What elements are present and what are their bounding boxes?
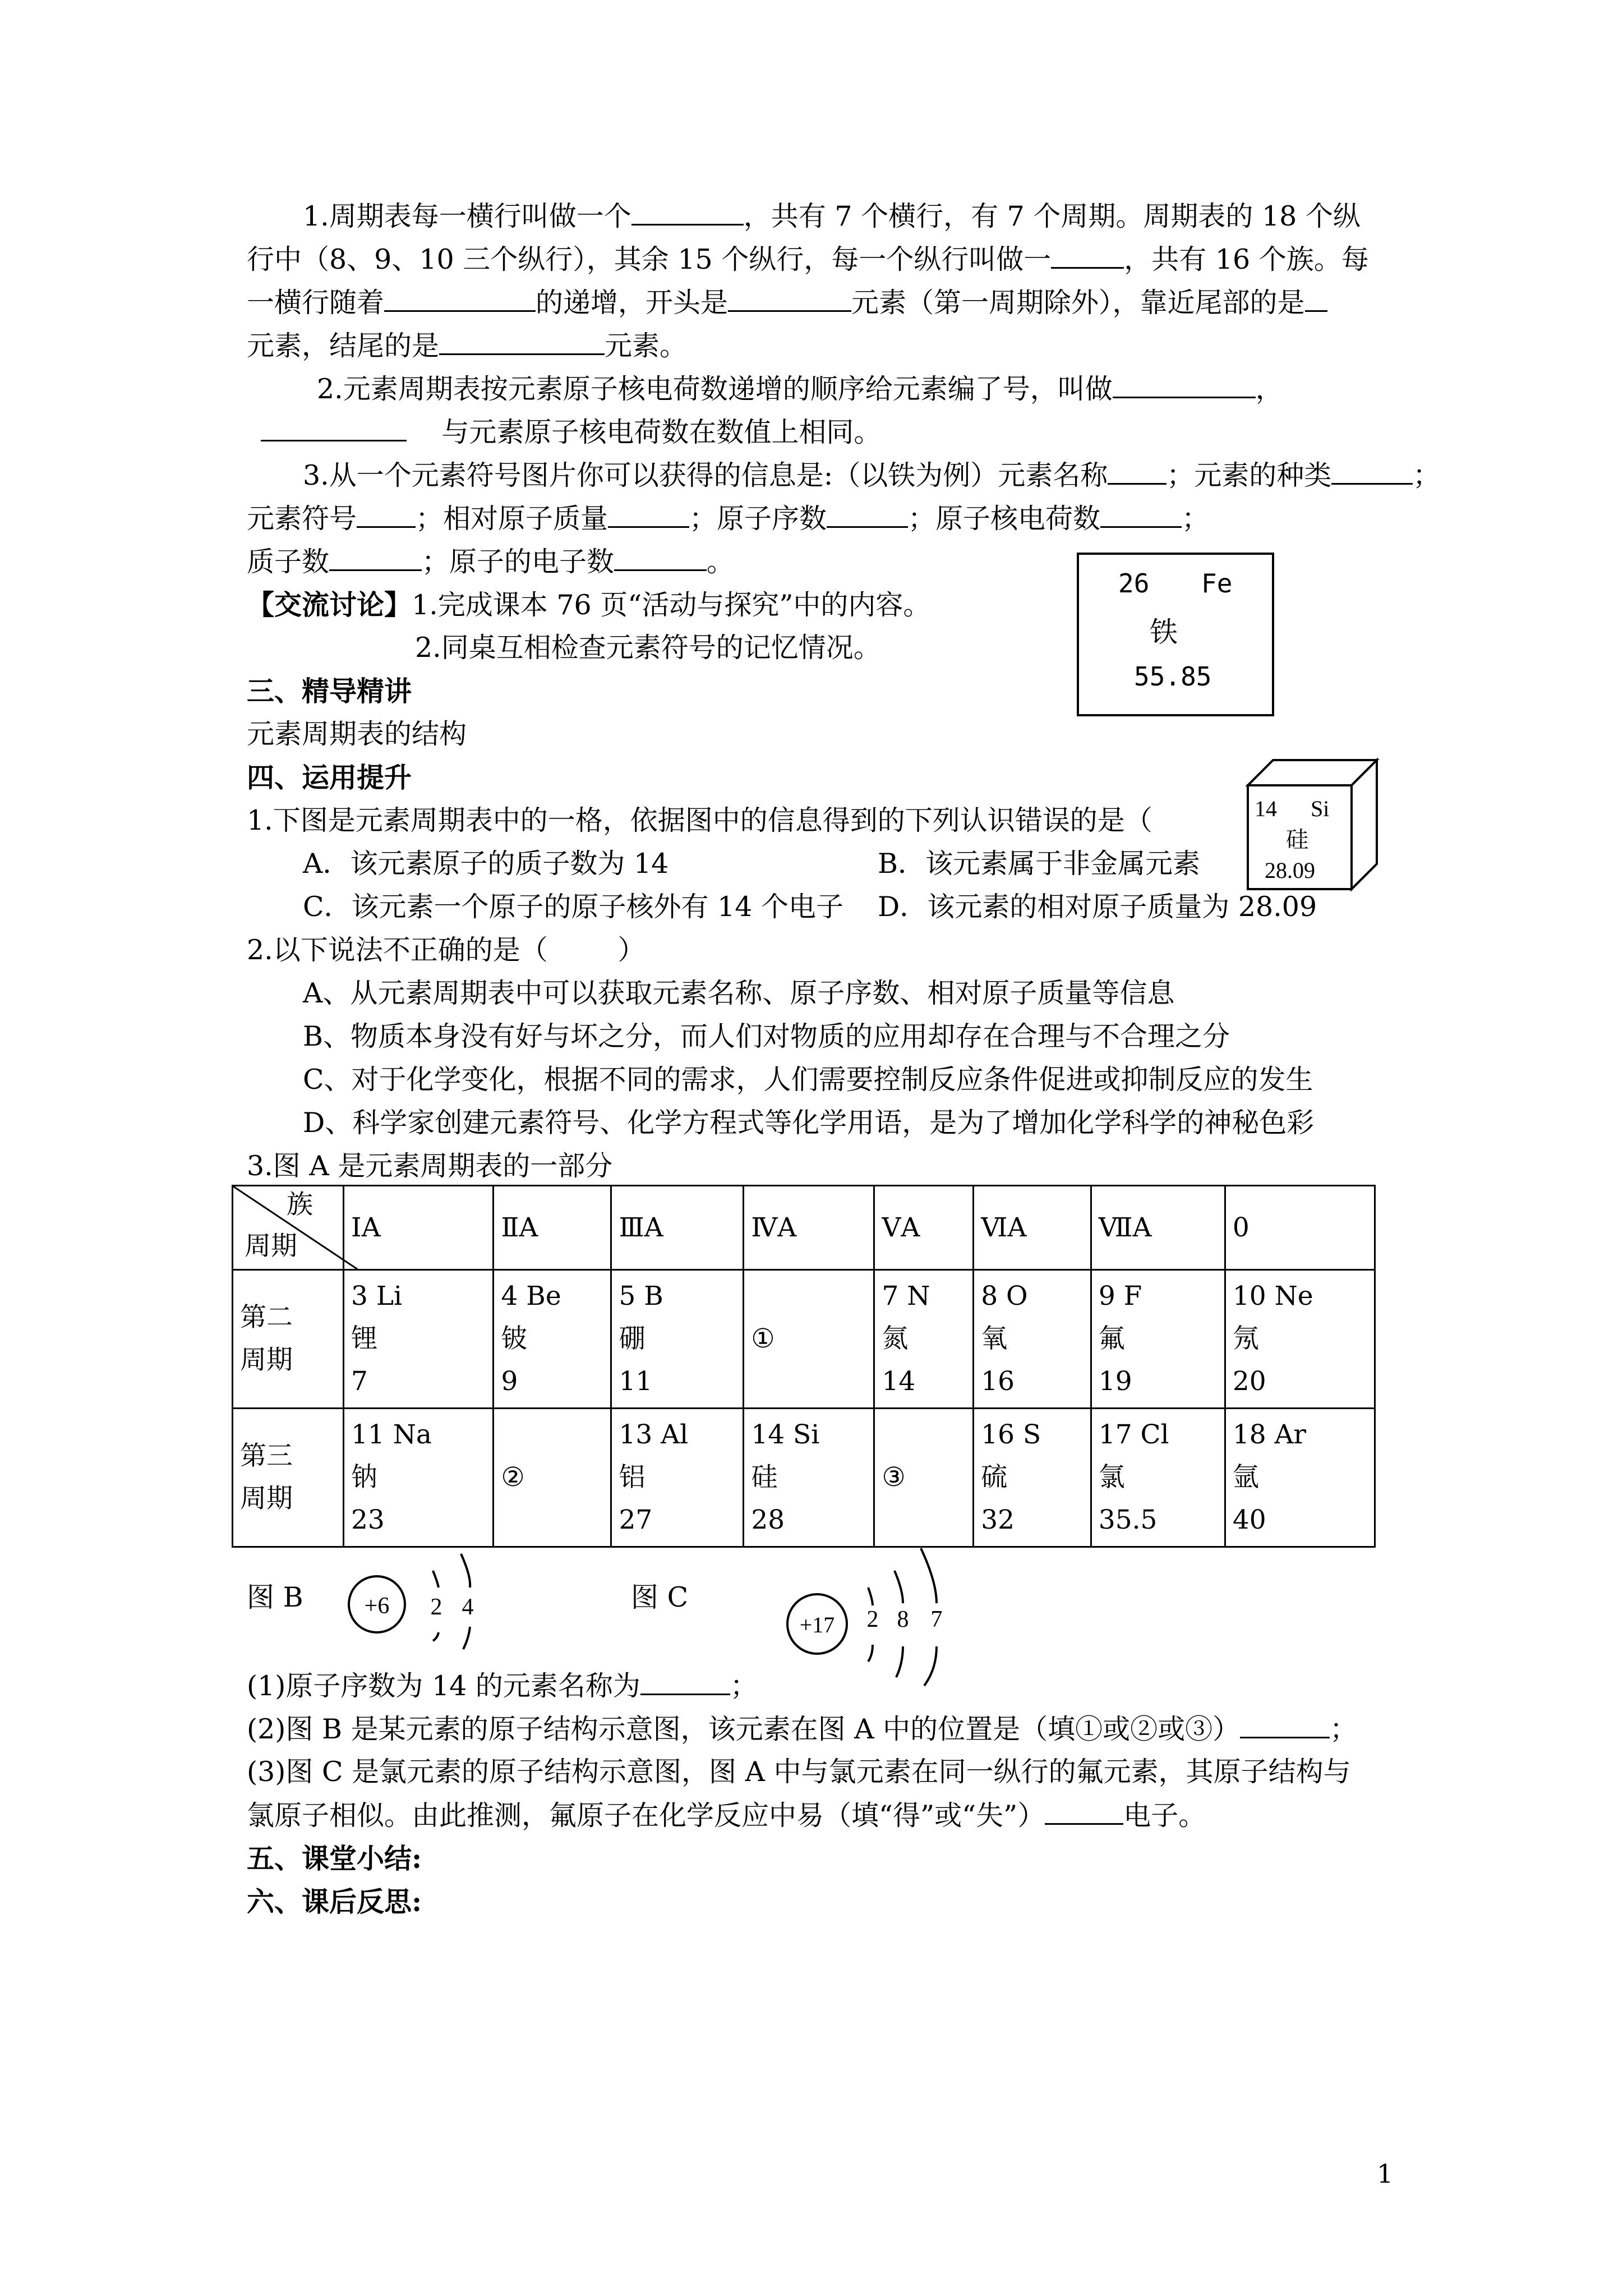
element-cell: 7 N 氮 14	[874, 1270, 974, 1409]
s1-line4: 元素，结尾的是 元素。	[247, 330, 688, 362]
period-label: 第三 周期	[233, 1409, 344, 1547]
blank[interactable]	[1113, 372, 1256, 398]
fig-c-shell-2: 8	[897, 1607, 909, 1632]
fe-number: 26	[1118, 568, 1150, 599]
periodic-table-excerpt	[232, 1185, 1376, 1548]
blank[interactable]	[1108, 458, 1166, 485]
blank[interactable]	[728, 286, 851, 312]
fe-element-card	[1077, 553, 1274, 716]
discussion-line2: 2.同桌互相检查元素符号的记忆情况。	[415, 632, 881, 664]
blank[interactable]	[357, 501, 416, 528]
group-header: 0	[1225, 1186, 1375, 1270]
q1-stem: 1.下图是元素周期表中的一格，依据图中的信息得到的下列认识错误的是（	[247, 804, 1152, 836]
fig-b-nucleus: +6	[364, 1593, 390, 1619]
placeholder-cell-3: ③	[874, 1409, 974, 1547]
q2-option-c[interactable]: C、对于化学变化，根据不同的需求，人们需要控制反应条件促进或抑制反应的发生	[303, 1064, 1313, 1096]
element-cell: 16 S 硫 32	[974, 1409, 1091, 1547]
blank[interactable]	[631, 199, 744, 226]
fig-c-nucleus: +17	[799, 1612, 835, 1637]
q2-option-b[interactable]: B、物质本身没有好与坏之分，而人们对物质的应用却存在合理与不合理之分	[303, 1020, 1230, 1052]
si-name: 硅	[1286, 827, 1308, 853]
q3-sub3: (3)图 C 是氯元素的原子结构示意图，图 A 中与氯元素在同一纵行的氟元素，其原子结构与	[247, 1756, 1351, 1788]
blank[interactable]	[1100, 501, 1182, 528]
q2-option-a[interactable]: A、从元素周期表中可以获取元素名称、原子序数、相对原子质量等信息	[303, 977, 1175, 1009]
group-header: ⅤA	[874, 1186, 974, 1270]
q1-option-b[interactable]: B．该元素属于非金属元素	[878, 848, 1201, 880]
element-cell: 14 Si 硅 28	[744, 1409, 874, 1547]
fig-b-shell-2: 4	[462, 1594, 474, 1620]
si-element-cube	[1242, 754, 1382, 895]
element-cell: 9 F 氟 19	[1091, 1270, 1225, 1409]
fig-c-label: 图 C	[631, 1581, 689, 1613]
corner-cell	[233, 1186, 344, 1270]
s1-line1: 1.周期表每一横行叫做一个 ，共有 7 个横行，有 7 个周期。周期表的 18 个纵	[303, 200, 1361, 232]
q3-sub2: (2)图 B 是某元素的原子结构示意图，该元素在图 A 中的位置是（填①或②或③） ；	[247, 1713, 1358, 1745]
s1-line8: 元素符号 ；相对原子质量 ；原子序数 ；原子核电荷数 ；	[247, 503, 1210, 535]
group-header: ⅠA	[344, 1186, 494, 1270]
fig-b-atom-diagram	[336, 1548, 505, 1660]
q1-option-d[interactable]: D．该元素的相对原子质量为 28.09	[878, 891, 1317, 923]
element-cell: 17 Cl 氯 35.5	[1091, 1409, 1225, 1547]
q3-sub3-cont: 氯原子相似。由此推测，氟原子在化学反应中易（填“得”或“失”） 电子。	[247, 1800, 1206, 1832]
fe-symbol: Fe	[1201, 568, 1233, 599]
fig-c-shell-3: 7	[930, 1607, 943, 1632]
fig-b-label: 图 B	[247, 1581, 303, 1613]
corner-period-label: 周期	[245, 1231, 297, 1262]
corner-group-label: 族	[287, 1189, 313, 1220]
blank[interactable]	[608, 501, 689, 528]
section5-heading: 五、课堂小结:	[247, 1842, 422, 1875]
q2-option-d[interactable]: D、科学家创建元素符号、化学方程式等化学用语，是为了增加化学科学的神秘色彩	[303, 1107, 1315, 1139]
element-cell: 5 B 硼 11	[611, 1270, 744, 1409]
group-header: ⅡA	[494, 1186, 611, 1270]
blank[interactable]	[827, 501, 908, 528]
blank[interactable]	[1051, 242, 1124, 269]
s1-line7: 3.从一个元素符号图片你可以获得的信息是:（以铁为例）元素名称 ；元素的种类 ；	[303, 459, 1441, 491]
s1-line5: 2.元素周期表按元素原子核电荷数递增的顺序给元素编了号，叫做 ，	[317, 373, 1283, 405]
fe-mass: 55.85	[1134, 661, 1212, 692]
s1-line6: 与元素原子核电荷数在数值上相同。	[261, 415, 881, 449]
s1-line3: 一横行随着 的递增，开头是 元素（第一周期除外），靠近尾部的是	[247, 286, 1327, 320]
page-number: 1	[1377, 2159, 1394, 2189]
element-cell: 4 Be 铍 9	[494, 1270, 611, 1409]
si-symbol: Si	[1311, 796, 1330, 821]
si-number: 14	[1255, 796, 1277, 821]
fig-b-shell-1: 2	[430, 1594, 442, 1620]
group-header: ⅣA	[744, 1186, 874, 1270]
q1-option-c[interactable]: C．该元素一个原子的原子核外有 14 个电子	[303, 891, 843, 923]
group-header: ⅢA	[611, 1186, 744, 1270]
element-cell: 18 Ar 氩 40	[1225, 1409, 1375, 1547]
fig-c-atom-diagram	[774, 1537, 965, 1688]
s1-line2: 行中（8、9、10 三个纵行），其余 15 个纵行，每一个纵行叫做一 ，共有 16 个族。每	[247, 243, 1369, 275]
placeholder-cell-2: ②	[494, 1409, 611, 1547]
blank[interactable]	[1305, 286, 1327, 312]
s1-line9: 质子数 ；原子的电子数 。	[247, 546, 735, 578]
element-cell: 8 O 氧 16	[974, 1270, 1091, 1409]
q3-sub1: (1)原子序数为 14 的元素名称为 ；	[247, 1670, 758, 1702]
group-header: ⅦA	[1091, 1186, 1225, 1270]
element-cell: 11 Na 钠 23	[344, 1409, 494, 1547]
element-cell: 13 Al 铝 27	[611, 1409, 744, 1547]
blank[interactable]	[329, 545, 422, 571]
blank[interactable]	[439, 329, 605, 355]
element-cell: 10 Ne 氖 20	[1225, 1270, 1375, 1409]
q2-stem: 2.以下说法不正确的是（ ）	[247, 934, 645, 966]
q3-stem: 3.图 A 是元素周期表的一部分	[247, 1150, 613, 1182]
blank[interactable]	[384, 286, 536, 312]
group-header: ⅥA	[974, 1186, 1091, 1270]
section4-heading: 四、运用提升	[247, 761, 412, 794]
section6-heading: 六、课后反思:	[247, 1885, 422, 1918]
placeholder-cell-1: ①	[744, 1270, 874, 1409]
q1-option-a[interactable]: A．该元素原子的质子数为 14	[303, 848, 669, 880]
blank[interactable]	[1045, 1798, 1123, 1825]
si-mass: 28.09	[1265, 858, 1315, 883]
section3-heading: 三、精导精讲	[247, 675, 412, 707]
element-cell: 3 Li 锂 7	[344, 1270, 494, 1409]
fe-name: 铁	[1150, 616, 1178, 648]
blank[interactable]	[261, 415, 407, 441]
blank[interactable]	[1240, 1712, 1330, 1738]
blank[interactable]	[640, 1669, 730, 1695]
discussion-line1: 【交流讨论】1.完成课本 76 页“活动与探究”中的内容。	[247, 588, 931, 621]
blank[interactable]	[614, 545, 707, 571]
section3-text: 元素周期表的结构	[247, 718, 467, 750]
period-label: 第二 周期	[233, 1270, 344, 1409]
blank[interactable]	[1331, 458, 1413, 485]
fig-c-shell-1: 2	[866, 1607, 879, 1632]
